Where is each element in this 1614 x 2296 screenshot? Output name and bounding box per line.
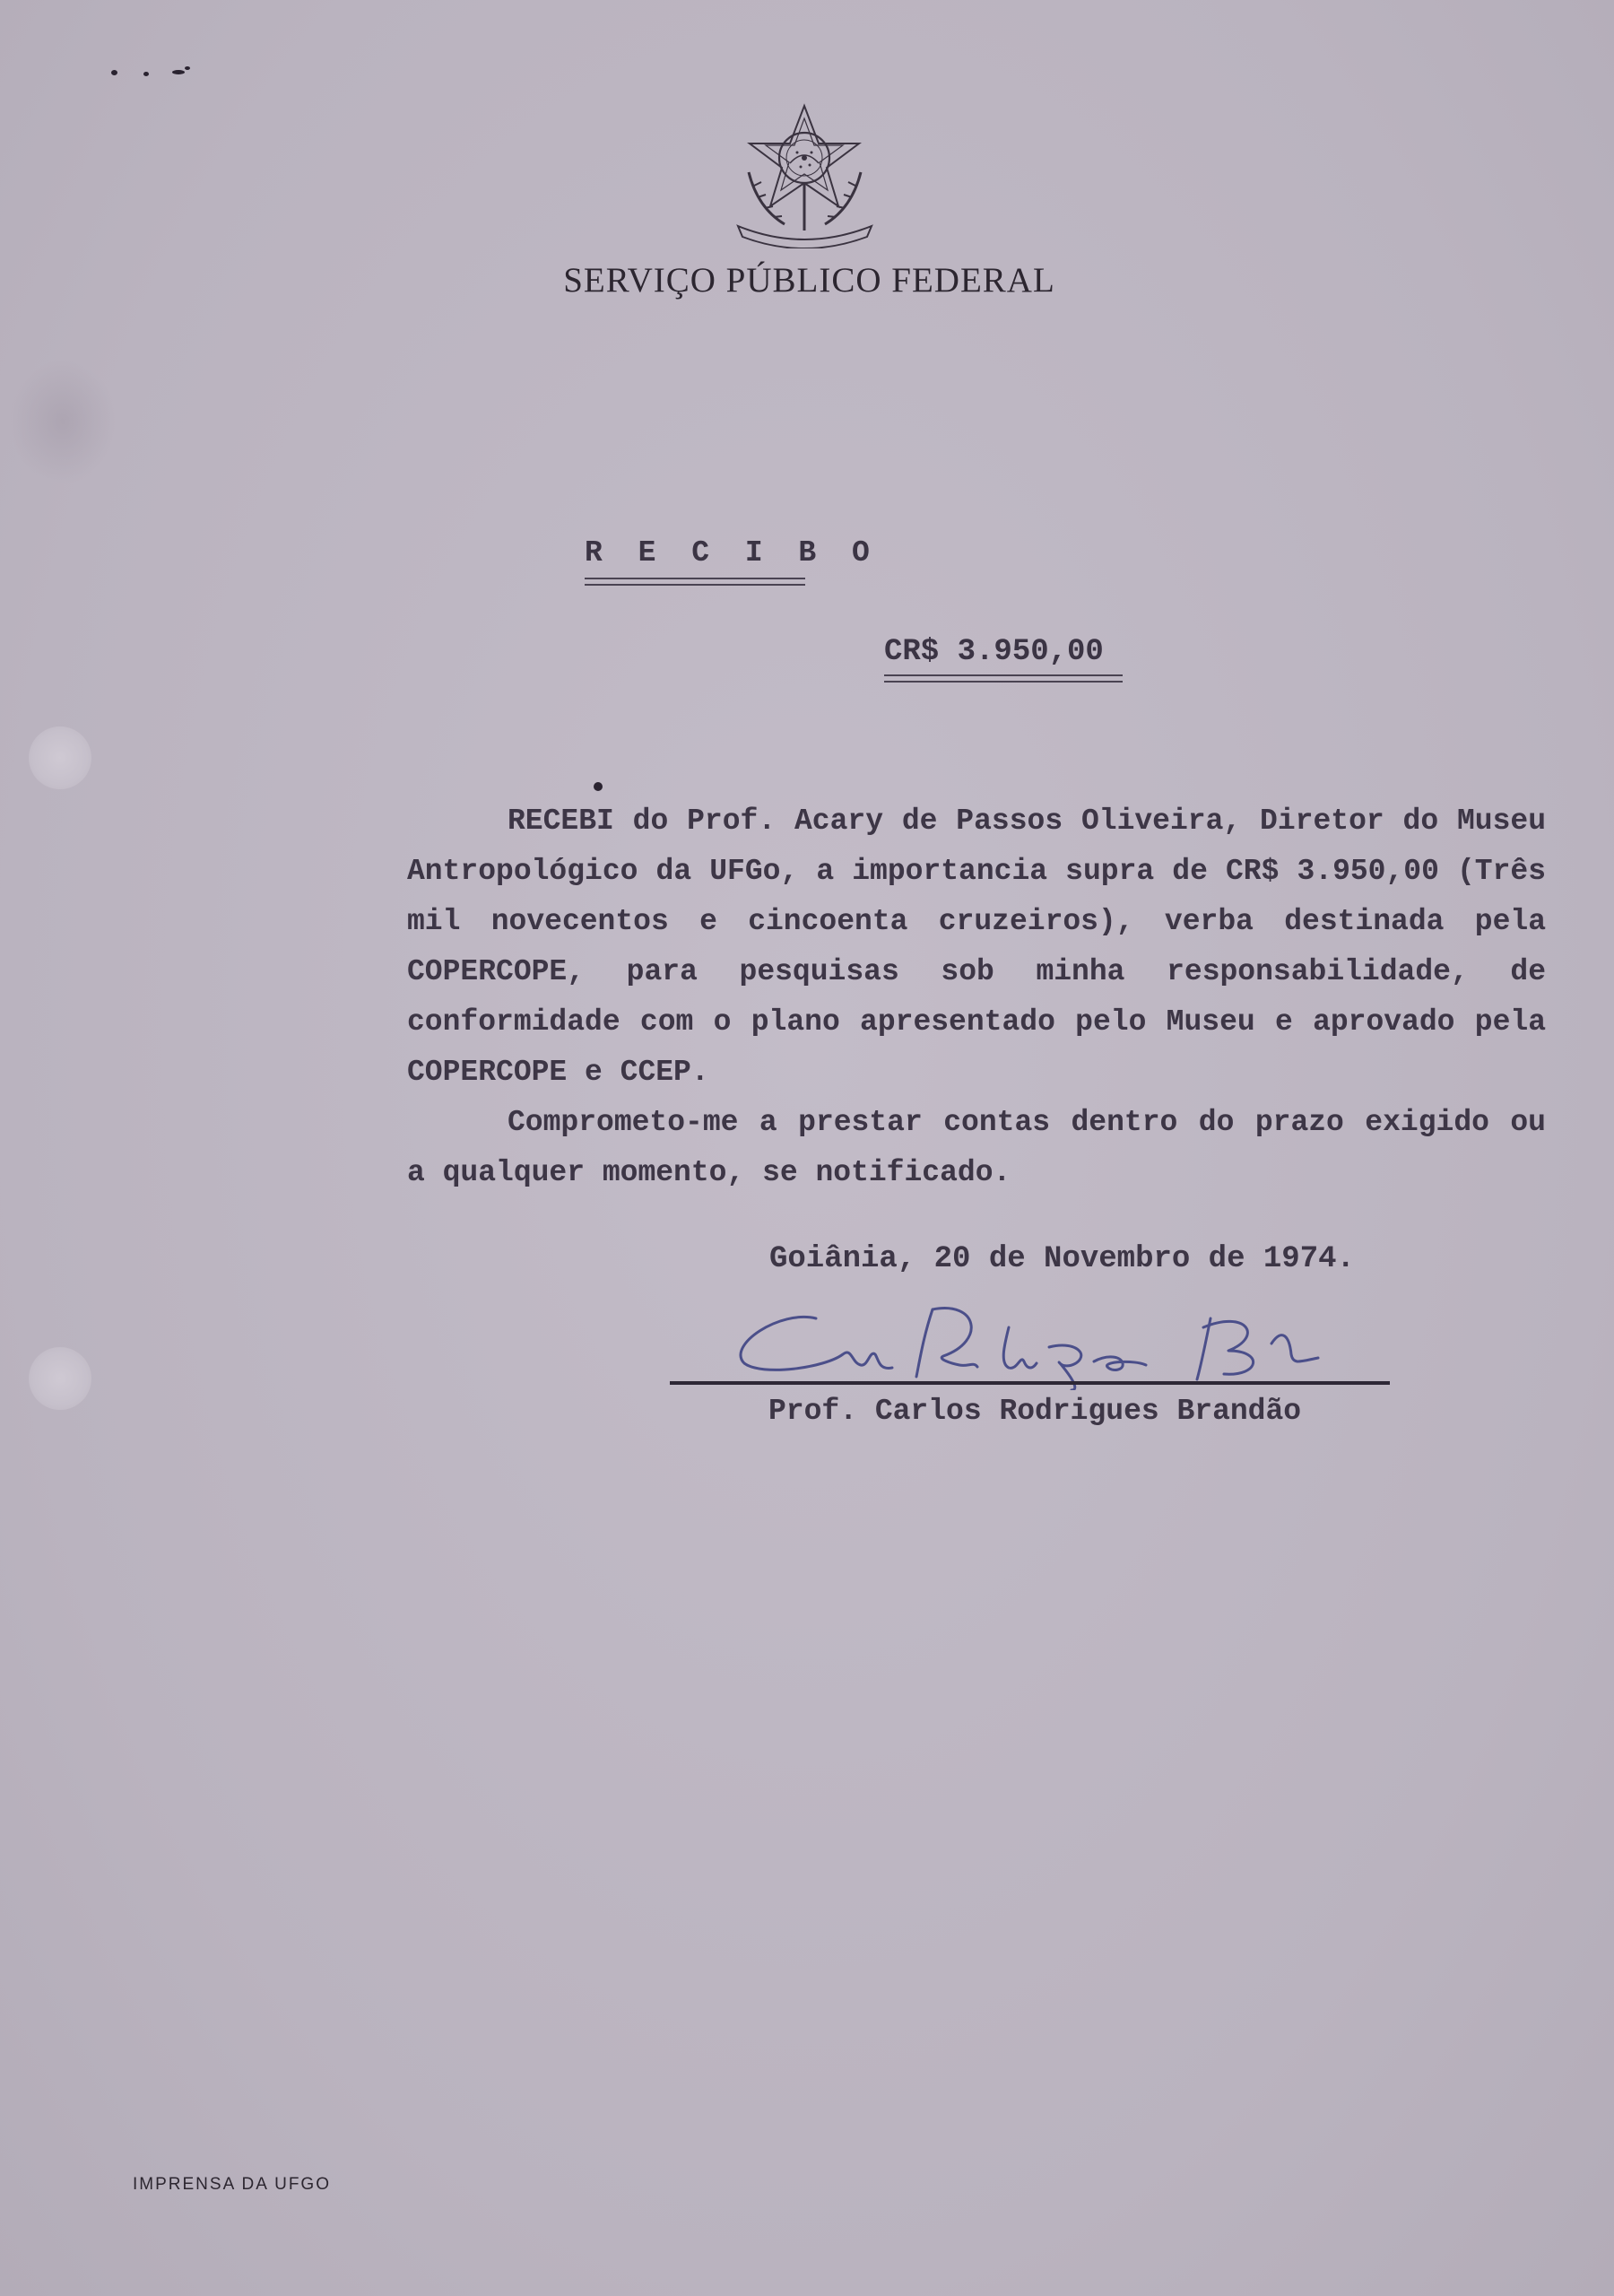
handwritten-signature — [708, 1292, 1408, 1390]
punch-hole-lower — [29, 1347, 91, 1410]
receipt-amount: CR$ 3.950,00 — [884, 635, 1104, 669]
agency-header: SERVIÇO PÚBLICO FEDERAL — [563, 261, 1055, 300]
receipt-body — [407, 796, 1546, 1198]
receipt-title: R E C I B O — [585, 536, 879, 570]
ink-dot — [594, 782, 603, 791]
title-underline — [585, 578, 805, 586]
place-and-date: Goiânia, 20 de Novembro de 1974. — [769, 1242, 1355, 1276]
receipt-paragraph-2: Comprometo-me a prestar contas dentro do prazo exigido ou a qualquer momento, se notificado. — [407, 1106, 1546, 1189]
amount-underline — [884, 674, 1123, 683]
signature-line — [670, 1381, 1390, 1385]
receipt-paragraph-1: RECEBI do Prof. Acary de Passos Oliveira, Diretor do Museu Antropológico da UFGo, a importancia supra de CR$ 3.950,00 (Três mil novecentos e cincoenta cruzeiros), verba destinada pela COPERCOPE, para pesquisas sob minha responsabilidade, de conformidade com o plano apresentado pelo Museu e aprovado pela COPERCOPE e CCEP. — [407, 804, 1546, 1089]
punch-hole-upper — [29, 726, 91, 789]
brazil-coat-of-arms-icon — [731, 100, 879, 248]
paper-smudge — [9, 359, 117, 484]
printer-imprint: IMPRENSA DA UFGO — [133, 2175, 331, 2194]
signer-name: Prof. Carlos Rodrigues Brandão — [768, 1395, 1302, 1428]
